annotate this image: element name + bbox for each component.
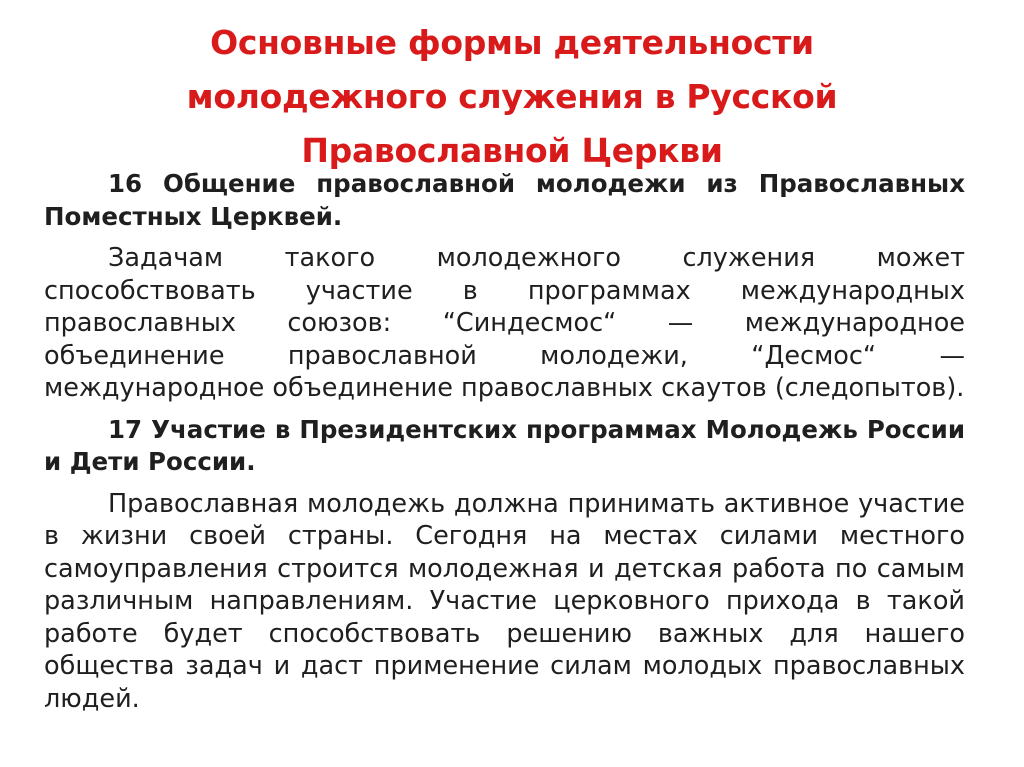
title-line-3: Православной Церкви [301,131,723,170]
title-line-1: Основные формы деятельности [210,23,814,62]
slide-title [40,16,984,178]
slide-body [44,168,965,715]
section-text-16: Задачам такого молодежного служения может способствовать участие в программах международных православных союзов: “Синдесмос“ — международное объединение православной молодежи, “Десмос“ — международное объединение православных скаутов (следопытов). [44,243,965,403]
section-text-17: Православная молодежь должна принимать активное участие в жизни своей страны. Сегодня на местах силами местного самоуправления строится молодежная и детская работа по самым различным направлениям. Участие церковного прихода в такой работе будет способствовать решению важных для нашего общества задач и даст применение силам молодых православных людей. [44,488,965,714]
title-line-2: молодежного служения в Русской [186,77,838,116]
section-heading-17: 17 Участие в Президентских программах Молодежь России и Дети России. [44,414,965,476]
section-heading-16: 16 Общение православной молодежи из Православных Поместных Церквей. [44,169,965,231]
